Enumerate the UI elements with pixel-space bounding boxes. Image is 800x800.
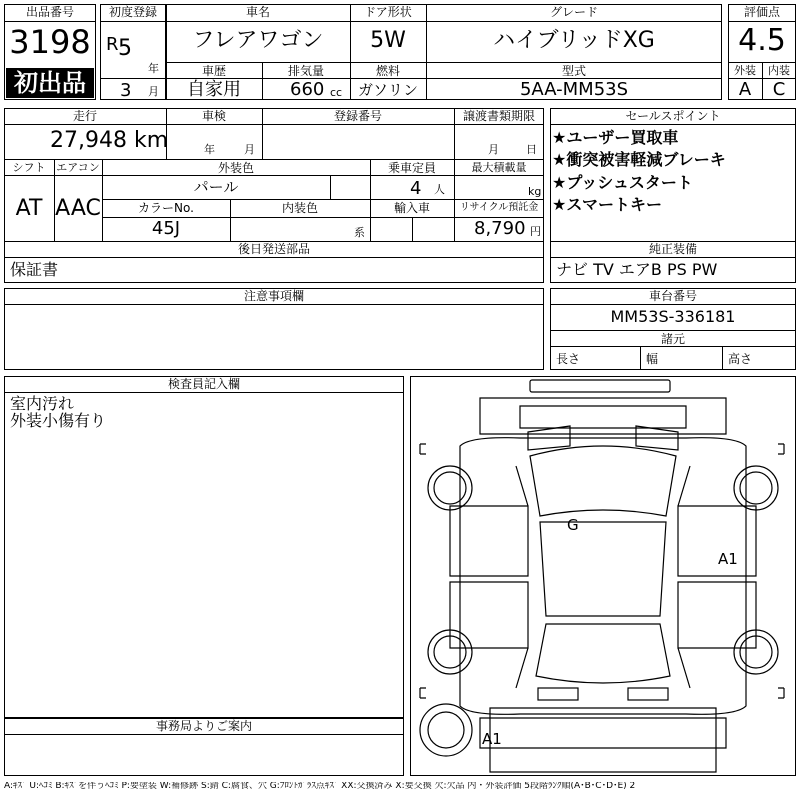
ac-label: エアコン	[56, 161, 100, 174]
interior-grade: C	[772, 79, 786, 100]
later-parts-value: 保証書	[10, 260, 59, 279]
first-reg-label: 初度登録	[108, 5, 157, 19]
inspection-year-unit: 年	[204, 143, 215, 156]
model-label: 型式	[561, 64, 586, 78]
model: 5AA-MM53S	[519, 79, 629, 100]
ext-color-label: 外装色	[217, 161, 254, 175]
month-unit: 月	[148, 85, 159, 98]
capacity-label: 乗車定員	[387, 161, 436, 175]
color-no: 45J	[151, 218, 181, 239]
length-label: 長さ	[556, 352, 581, 366]
legend: A:ｷｽﾞ U:ﾍｺﾐ B:ｷｽﾞを伴うﾍｺﾐ P:要塗装 W:補修跡 S:錆 C:腐食、穴 G:ﾌﾛﾝﾄｶﾞﾗｽ点ｷｽﾞ XX:交換済み X:要交換 欠:欠品 内・外装評価 5段階ﾗﾝｸ順(A･B･C･D･E) 2	[4, 782, 636, 791]
sales-point-4: ★スマートキー	[552, 195, 663, 214]
mileage: 27,948 km	[50, 128, 169, 153]
load-label: 最大積載量	[471, 161, 527, 174]
notes-label: 注意事項欄	[243, 289, 304, 303]
score: 4.5	[738, 23, 786, 58]
history: 自家用	[187, 79, 241, 100]
import-label: 輸入車	[393, 201, 430, 215]
grade-label: グレード	[549, 5, 598, 19]
lot-number: 3198	[9, 23, 91, 61]
sales-point-2: ★衝突被害軽減ブレーキ	[552, 150, 726, 169]
era: R	[106, 34, 119, 55]
capacity: 4	[410, 178, 422, 199]
transfer-day-unit: 日	[526, 143, 537, 156]
equipment-label: 純正装備	[648, 242, 697, 256]
car-diagram	[410, 376, 796, 776]
transfer-month-unit: 月	[488, 143, 499, 156]
interior-label: 内装	[768, 64, 790, 77]
equipment-value: ナビ TV エアB PS PW	[556, 260, 718, 279]
grade: ハイブリッドXG	[493, 28, 655, 53]
shift-label: シフト	[12, 161, 46, 174]
ext-color: パール	[193, 178, 239, 196]
mileage-label: 走行	[72, 109, 97, 123]
recycle-unit: 円	[530, 225, 541, 238]
displacement: 660	[290, 79, 325, 100]
mark-right-a1: A1	[718, 550, 738, 568]
lot-label: 出品番号	[25, 5, 74, 19]
width-label: 幅	[646, 352, 659, 366]
dims-label: 諸元	[660, 332, 685, 346]
later-parts-label: 後日発送部品	[237, 242, 310, 256]
exterior-label: 外装	[734, 64, 756, 77]
sales-point-1: ★ユーザー買取車	[552, 128, 679, 147]
fuel: ガソリン	[357, 81, 418, 99]
height-label: 高さ	[728, 352, 753, 366]
recycle-label: リサイクル預託金	[459, 202, 539, 213]
mark-windshield-g: G	[567, 516, 579, 534]
displacement-unit: cc	[330, 86, 343, 99]
chassis-number: MM53S-336181	[610, 307, 736, 326]
car-name: フレアワゴン	[192, 28, 324, 53]
int-color-label: 内装色	[281, 201, 318, 215]
inspection-month-unit: 月	[244, 143, 255, 156]
plate-label: 登録番号	[333, 109, 382, 123]
shift: AT	[15, 196, 43, 221]
capacity-unit: 人	[434, 183, 445, 196]
office-label: 事務局よりご案内	[155, 719, 252, 733]
inspection-label: 車検	[201, 109, 226, 123]
first-listing-badge: 初出品	[6, 68, 94, 98]
reg-month: 3	[120, 80, 132, 101]
sales-points-label: セールスポイント	[625, 109, 721, 123]
transfer-label: 譲渡書類期限	[462, 109, 535, 123]
name-label: 車名	[245, 5, 270, 19]
inspector-label: 検査員記入欄	[167, 377, 240, 391]
mark-rear-a1: A1	[482, 730, 502, 748]
inspector-line-2: 外装小傷有り	[10, 411, 107, 430]
exterior-grade: A	[738, 79, 752, 100]
int-color-unit: 系	[354, 226, 365, 239]
ac: AAC	[55, 196, 101, 221]
door-label: ドア形状	[364, 5, 412, 19]
door: 5W	[370, 28, 406, 53]
score-label: 評価点	[743, 5, 780, 19]
chassis-label: 車台番号	[648, 289, 697, 303]
recycle: 8,790	[474, 218, 526, 239]
history-label: 車歴	[201, 64, 226, 78]
displacement-label: 排気量	[287, 64, 324, 78]
color-no-label: カラーNo.	[138, 201, 194, 215]
reg-year: 5	[118, 36, 132, 61]
inspector-line-1: 室内汚れ	[10, 394, 75, 413]
fuel-label: 燃料	[375, 64, 400, 78]
sales-point-3: ★プッシュスタート	[552, 173, 693, 192]
load-unit: kg	[528, 185, 542, 198]
year-unit: 年	[148, 62, 159, 75]
